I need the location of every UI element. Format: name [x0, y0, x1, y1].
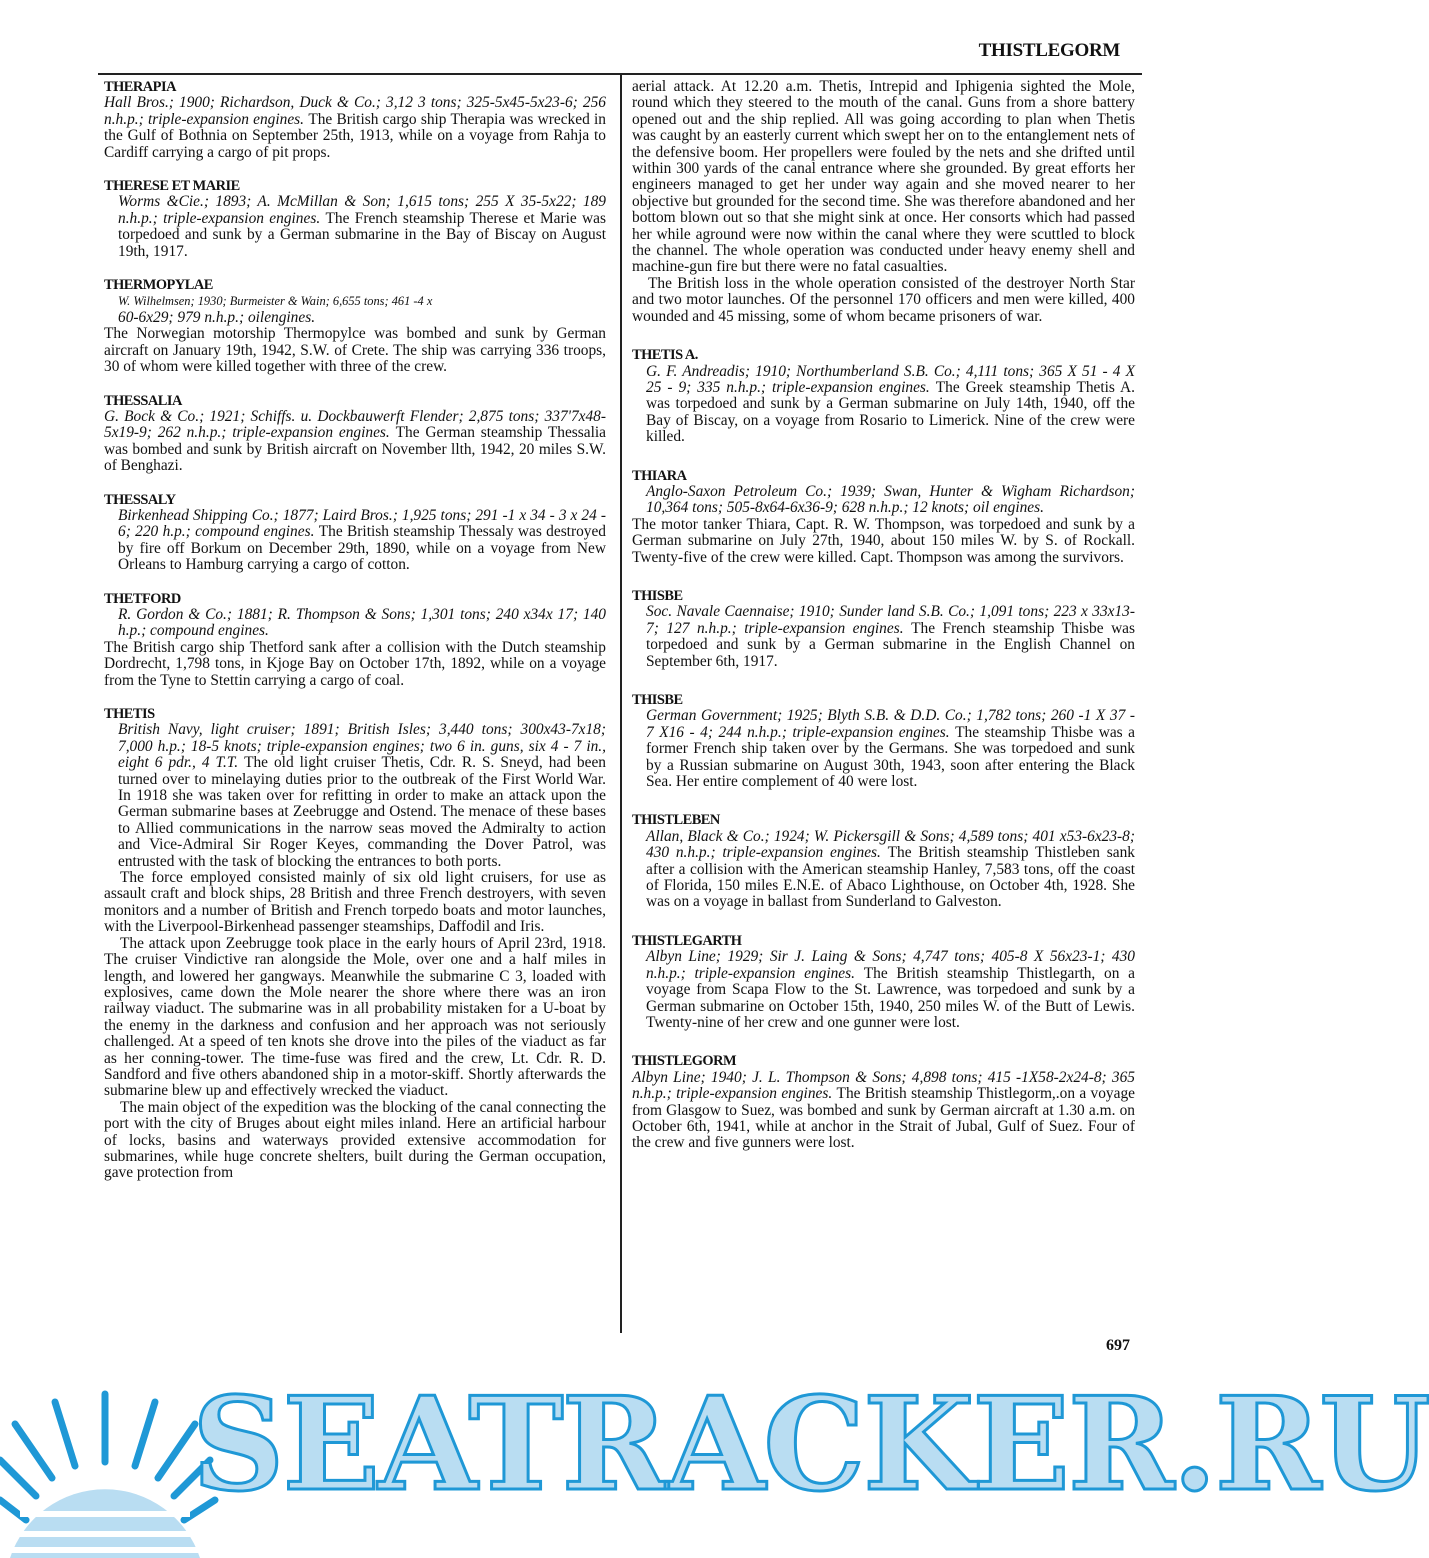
- entry-specs-line1: W. Wilhelmsen; 1930; Burmeister & Wain; 6,655 tons; 461 -4 x: [118, 294, 433, 309]
- entry-thistleben: [632, 812, 1135, 910]
- entry-specs: Hall Bros.; 1900; Richardson, Duck & Co.; 3,12 3 tons; 325-5x45-5x23-6; 256 n.h.p.; triple-expansion engines.: [104, 94, 606, 128]
- entry-body-paragraph: aerial attack. At 12.20 a.m. Thetis, Intrepid and Iphigenia sighted the Mole, round which they steered to the mouth of the canal. Guns from a shore battery opened out and the ship replied. All was going according to plan when Thetis was caught by an easterly current which swept her on to the entanglement nets of the defensive boom. Her propellers were fouled by the nets and she drifted until within 300 yards of the canal entrance where she grounded. By great efforts her engineers managed to get her under way again and she moved nearer to her objective but grounded for the second time. She was therefore abandoned and her bottom blown out so that she might sink at once. Her consorts which had passed her while aground were now within the canal where they were scuttled to block the channel. The whole operation was conducted under heavy enemy shell and machine-gun fire but there were no fatal casualties.: [632, 78, 1135, 276]
- entry-details: [104, 194, 606, 260]
- entry-body: The Greek steamship Thetis A. was torpedoed and sunk by a German submarine on July 14th, 1940, off the Bay of Biscay, on a voyage from Rosario to Limerick. Nine of the crew were killed.: [646, 378, 1136, 446]
- entry-title: THISBE: [632, 692, 683, 708]
- entry-details: [104, 409, 606, 475]
- entry-body: The British steamship Thistlegorm,.on a voyage from Glasgow to Suez, was bombed and sunk by German aircraft at 1.30 a.m. on October 6th, 1941, while at anchor in the Strait of Jubal, Gulf of Suez. Four of the crew and five gunners were lost.: [632, 1085, 1135, 1152]
- entry-body-paragraph: The British loss in the whole operation consisted of the destroyer North Star and two motor launches. Of the personnel 170 officers and men were killed, 400 wounded and 45 missing, some of whom became prisoners of war.: [632, 274, 1135, 325]
- entry-specs: R. Gordon & Co.; 1881; R. Thompson & Sons; 1,301 tons; 240 x34x 17; 140 h.p.; compound engines.: [118, 605, 606, 640]
- entry-body-paragraph: The force employed consisted mainly of six old light cruisers, for use as assault craft and block ships, 28 British and three French destroyers, with seven monitors and a number of British and French torpedo boats and motor launches, with the Liverpool-Birkenhead passenger steamships, Daffodil and Iris.: [104, 869, 606, 936]
- entry-thetis-continued: [632, 79, 1135, 325]
- entry-body: The British steamship Thistlegarth, on a voyage from Scapa Flow to the St. Lawrence, was torpedoed and sunk by a German submarine on October 15th, 1940, 250 miles W. of the Butt of Lewis. Twenty-nine of her crew and one gunner were lost.: [646, 964, 1135, 1031]
- entry-details: [632, 949, 1135, 1031]
- entry-body: The British steamship Thessaly was destroyed by fire off Borkum on December 29th, 1890, while on a voyage from New Orleans to Hamburg carrying a cargo of cotton.: [118, 523, 606, 574]
- page-number: 697: [1106, 1337, 1130, 1354]
- entry-specs-line2: 60-6x29; 979 n.h.p.; oilengines.: [118, 308, 316, 326]
- entry-thetis-a: [632, 347, 1135, 445]
- entry-title: THESSALY: [104, 491, 176, 508]
- entry-thistlegarth: [632, 933, 1135, 1031]
- entry-title: THETIS A.: [632, 347, 698, 364]
- entry-thessalia: [104, 393, 606, 475]
- entry-thistlegorm: [632, 1053, 1135, 1151]
- entry-title: THISTLEBEN: [632, 812, 720, 829]
- entry-body: The old light cruiser Thetis, Cdr. R. S. Sneyd, had been turned over to minelaying duties prior to the outbreak of the First World War. In 1918 she was taken over for refitting in order to make an attack upon the German submarine bases at Zeebrugge and Ostend. The menace of these bases to Allied communications in the narrow seas moved the Admiralty to action and Vice-Admiral Sir Roger Keyes, commanding the Dover Patrol, was entrusted with the task of blocking the entrances to both ports.: [118, 754, 606, 870]
- page-header-title: THISTLEGORM: [978, 40, 1120, 61]
- entry-body: The motor tanker Thiara, Capt. R. W. Thompson, was torpedoed and sunk by a German submarine on July 27th, 1940, about 150 miles W. by S. of Rockall. Twenty-five of the crew were killed. Capt. Thompson was among the survivors.: [632, 515, 1135, 566]
- entry-title: THISTLEGARTH: [632, 932, 742, 949]
- watermark-text: SEATRACKER.RU: [192, 1370, 1429, 1520]
- entry-details: [632, 1070, 1135, 1152]
- entry-specs: Albyn Line; 1929; Sir J. Laing & Sons; 4,747 tons; 405-8 X 56x23-1; 430 n.h.p.; triple-expansion engines.: [646, 948, 1135, 982]
- entry-details: [632, 604, 1135, 670]
- entry-specs: Worms &Cie.; 1893; A. McMillan & Son; 1,615 tons; 255 X 35-5x22; 189 n.h.p.; triple-expansion engines.: [118, 193, 606, 227]
- entry-title: THETIS: [104, 706, 155, 722]
- entry-body: The French steamship Thisbe was torpedoed and sunk by a German submarine in the English Channel on September 6th, 1917.: [646, 619, 1135, 670]
- entry-details: [632, 829, 1135, 911]
- right-column: [632, 79, 1135, 1169]
- entry-body-paragraph: The main object of the expedition was the blocking of the canal connecting the port with the city of Bruges about eight miles inland. Here an artificial harbour of locks, basins and waterways provided extensive accommodation for submarines, while huge concrete shelters, built during the German occupation, gave protection from: [104, 1098, 606, 1182]
- entry-body: The French steamship Therese et Marie was torpedoed and sunk by a German submarine in the Bay of Biscay on August 19th, 1917.: [118, 209, 606, 260]
- entry-specs: G. Bock & Co.; 1921; Schiffs. u. Dockbauwerft Flender; 2,875 tons; 337'7x48-5x19-9; 262 n.h.p.; triple-expansion engines.: [104, 407, 606, 442]
- entry-body: The steamship Thisbe was a former French ship taken over by the Germans. She was torpedoed and sunk by a Russian submarine on August 30th, 1943, soon after entering the Black Sea. Her entire complement of 40 were lost.: [646, 723, 1135, 791]
- entry-title: THETFORD: [104, 590, 181, 607]
- entry-title: THESSALIA: [104, 392, 182, 409]
- entry-thisbe-1910: [632, 588, 1135, 670]
- entry-title: THISBE: [632, 587, 683, 604]
- left-column: [104, 79, 606, 1199]
- entry-specs: Birkenhead Shipping Co.; 1877; Laird Bros.; 1,925 tons; 291 -1 x 34 - 3 x 24 - 6; 220 h.p.; compound engines.: [118, 506, 606, 541]
- column-divider: [620, 75, 622, 1333]
- entry-therapia: [104, 79, 606, 161]
- entry-details: [104, 95, 606, 161]
- entry-details: [104, 508, 606, 574]
- entry-body-paragraph: The attack upon Zeebrugge took place in the early hours of April 23rd, 1918. The cruiser Vindictive ran alongside the Mole, over one and a half miles in length, and lowered her gangways. Meanwhile the submarine C 3, loaded with explosives, came down the Mole nearer the shore where there was an iron railway viaduct. The submarine was in all probability mistaken for a U-boat by the enemy in the darkness and confusion and her approach was not seriously challenged. At a speed of ten knots she drove into the piles of the viaduct as far as her conning-tower. The time-fuse was fired and the crew, Lt. Cdr. R. D. Sandford and five others abandoned ship in a motor-skiff. Shortly afterwards the submarine blew up and effectively wrecked the viaduct.: [104, 934, 606, 1100]
- entry-details: [632, 484, 1135, 517]
- entry-specs: Soc. Navale Caennaise; 1910; Sunder land S.B. Co.; 1,091 tons; 223 x 33x13- 7; 127 n.h.p.; triple-expansion engines.: [646, 603, 1135, 637]
- entry-specs: Anglo-Saxon Petroleum Co.; 1939; Swan, Hunter & Wigham Richardson; 10,364 tons; 505-8x64-6x36-9; 628 n.h.p.; 12 knots; oil engines.: [646, 482, 1135, 517]
- entry-thetis: [104, 706, 606, 1182]
- entry-title: THIARA: [632, 467, 687, 484]
- entry-title: THERMOPYLAE: [104, 277, 213, 294]
- entry-details: [104, 293, 606, 326]
- entry-body: The Norwegian motorship Thermopylce was bombed and sunk by German aircraft on January 19th, 1942, S.W. of Crete. The ship was carrying 336 troops, 30 of whom were killed together with three of the crew.: [104, 325, 606, 376]
- entry-details: [632, 708, 1135, 790]
- entry-body: The British steamship Thistleben sank after a collision with the American steamship Hanley, 7,583 tons, off the coast of Florida, 150 miles E.N.E. of Abaco Lighthouse, on October 4th, 1928. She was on a voyage in ballast from Sunderland to Galveston.: [646, 844, 1135, 911]
- entry-details: [104, 722, 606, 870]
- entry-body: The British cargo ship Therapia was wrecked in the Gulf of Bothnia on September 25th, 1913, while on a voyage from Rahja to Cardiff carrying a cargo of pit props.: [104, 110, 607, 161]
- entry-title: THERESE ET MARIE: [104, 178, 240, 195]
- entry-details: [104, 607, 606, 640]
- entry-details: [632, 364, 1135, 446]
- entry-title: THERAPIA: [104, 79, 176, 95]
- entry-body: The British cargo ship Thetford sank after a collision with the Dutch steamship Dordrecht, 1,798 tons, in Kjoge Bay on October 17th, 1892, while on a voyage from the Tyne to Stettin carrying a cargo of coal.: [104, 638, 606, 689]
- entry-thisbe-1925: [632, 692, 1135, 790]
- entry-thessaly: [104, 492, 606, 574]
- entry-thermopylae: [104, 277, 606, 375]
- entry-thetford: [104, 591, 606, 689]
- entry-title: THISTLEGORM: [632, 1053, 737, 1070]
- entry-specs: Albyn Line; 1940; J. L. Thompson & Sons; 4,898 tons; 415 -1X58-2x24-8; 365 n.h.p.; triple-expansion engines.: [632, 1068, 1135, 1103]
- entry-specs: British Navy, light cruiser; 1891; British Isles; 3,440 tons; 300x43-7x18; 7,000 h.p.; 18-5 knots; triple-expansion engines; two 6 in. guns, six 4 - 7 in., eight 6 pdr., 4 T.T.: [118, 721, 606, 772]
- entry-specs: G. F. Andreadis; 1910; Northumberland S.B. Co.; 4,111 tons; 365 X 51 - 4 X 25 - 9; 335 n.h.p.; triple-expansion engines.: [646, 362, 1135, 396]
- entry-specs: German Government; 1925; Blyth S.B. & D.D. Co.; 1,782 tons; 260 -1 X 37 - 7 X16 - 4; 244 n.h.p.; triple-expansion engines.: [646, 707, 1135, 741]
- entry-thiara: [632, 468, 1135, 566]
- entry-specs: Allan, Black & Co.; 1924; W. Pickersgill & Sons; 4,589 tons; 401 x53-6x23-8; 430 n.h.p.; triple-expansion engines.: [646, 827, 1135, 862]
- entry-therese-et-marie: [104, 178, 606, 260]
- entry-body: The German steamship Thessalia was bombed and sunk by British aircraft on November llth, 1942, 20 miles S.W. of Benghazi.: [104, 424, 606, 475]
